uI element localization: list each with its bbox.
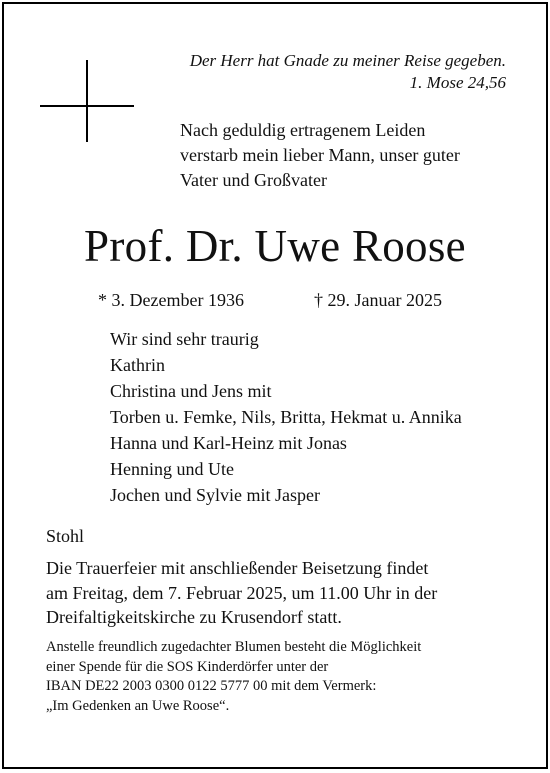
funeral-details [46, 556, 437, 630]
funeral-line: Die Trauerfeier mit anschließender Beisetzung findet [46, 558, 429, 578]
donation-line: Anstelle freundlich zugedachter Blumen besteht die Möglichkeit [46, 639, 422, 655]
quote-text: Der Herr hat Gnade zu meiner Reise gegeben. [189, 51, 506, 70]
mourner-line: Wir sind sehr traurig [110, 329, 259, 349]
cross-icon [40, 60, 134, 142]
quote-reference: 1. Mose 24,56 [409, 73, 506, 92]
death-date: † 29. Januar 2025 [314, 290, 442, 310]
mourner-line: Torben u. Femke, Nils, Britta, Hekmat u. Annika [110, 407, 462, 427]
donation-line: IBAN DE22 2003 0300 0122 5777 00 mit dem Vermerk: [46, 678, 377, 694]
deceased-name: Prof. Dr. Uwe Roose [84, 221, 466, 271]
obituary-notice [2, 2, 548, 769]
bible-quote [190, 50, 506, 94]
funeral-line: am Freitag, dem 7. Februar 2025, um 11.00 Uhr in der [46, 582, 438, 603]
birth-date: * 3. Dezember 1936 [98, 290, 244, 310]
place-name: Stohl [46, 526, 85, 546]
mourner-line: Jochen und Sylvie mit Jasper [110, 485, 320, 505]
donation-note [46, 638, 421, 716]
mourner-line: Hanna und Karl-Heinz mit Jonas [110, 433, 347, 453]
intro-text [180, 118, 460, 193]
donation-line: einer Spende für die SOS Kinderdörfer unter der [46, 658, 329, 675]
intro-line: Nach geduldig ertragenem Leiden [180, 120, 426, 140]
mourner-line: Kathrin [110, 355, 165, 375]
mourners-list [110, 326, 462, 508]
intro-line: verstarb mein lieber Mann, unser guter [180, 145, 460, 165]
donation-line: „Im Gedenken an Uwe Roose“. [46, 697, 230, 714]
mourner-line: Henning und Ute [110, 459, 234, 479]
funeral-line: Dreifaltigkeitskirche zu Krusendorf statt. [46, 607, 342, 627]
mourner-line: Christina und Jens mit [110, 381, 272, 401]
intro-line: Vater und Großvater [180, 170, 327, 190]
